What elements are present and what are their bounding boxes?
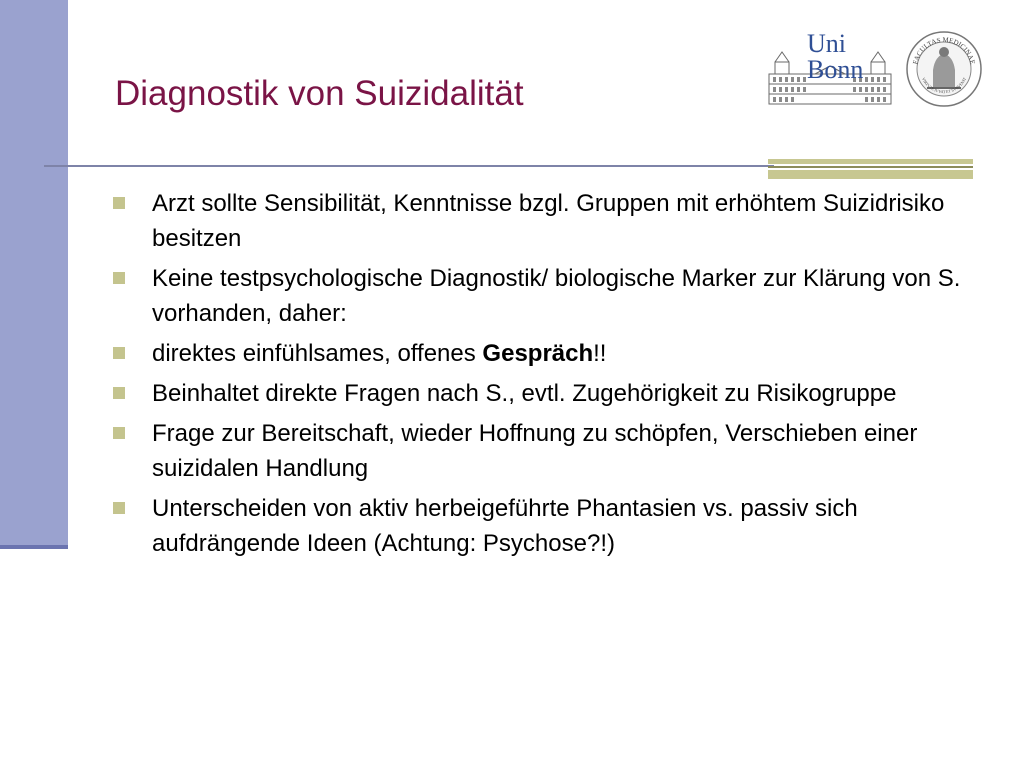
bullet-text-post: !!	[593, 340, 607, 367]
list-item	[113, 416, 973, 486]
uni-bonn-logo	[765, 28, 895, 110]
title-divider	[44, 165, 774, 167]
list-item	[113, 491, 973, 561]
seal-text-top: FACULTAS MEDICINAE	[911, 35, 977, 66]
bullet-marker-icon	[113, 347, 125, 359]
bullet-marker-icon	[113, 427, 125, 439]
bullet-text-bold: Gespräch	[482, 340, 594, 367]
bullet-marker-icon	[113, 387, 125, 399]
bullet-text-pre: direktes einfühlsames, offenes	[152, 340, 483, 367]
bullet-marker-icon	[113, 197, 125, 209]
bullet-text: Arzt sollte Sensibilität, Kenntnisse bzgl. Gruppen mit erhöhtem Suizidrisiko besitzen	[152, 190, 945, 252]
bullet-text: Frage zur Bereitschaft, wieder Hoffnung zu schöpfen, Verschieben einer suizidalen Handlung	[152, 420, 918, 482]
bullet-marker-icon	[113, 272, 125, 284]
left-accent-bar-shadow	[0, 545, 68, 549]
faculty-seal-logo	[905, 30, 983, 108]
bullet-text: Unterscheiden von aktiv herbeigeführte Phantasien vs. passiv sich aufdrängende Ideen (Achtung: Psychose?!)	[152, 495, 858, 557]
bullet-text: Beinhaltet direkte Fragen nach S., evtl. Zugehörigkeit zu Risikogruppe	[152, 380, 897, 407]
seal-text-bottom: VIRTVTE IVVAT ET SVBVENIT	[920, 76, 968, 95]
list-item	[113, 336, 973, 371]
bullet-marker-icon	[113, 502, 125, 514]
title-divider-accent	[768, 159, 973, 181]
uni-logo-text-line2: Bonn	[807, 55, 864, 84]
uni-logo-text-line1: Uni	[807, 29, 846, 58]
left-accent-bar	[0, 0, 68, 545]
list-item	[113, 376, 973, 411]
list-item	[113, 261, 973, 331]
bullet-text: Keine testpsychologische Diagnostik/ biologische Marker zur Klärung von S. vorhanden, daher:	[152, 265, 961, 327]
list-item	[113, 186, 973, 256]
slide-title: Diagnostik von Suizidalität	[115, 74, 524, 113]
bullet-list	[113, 186, 973, 566]
